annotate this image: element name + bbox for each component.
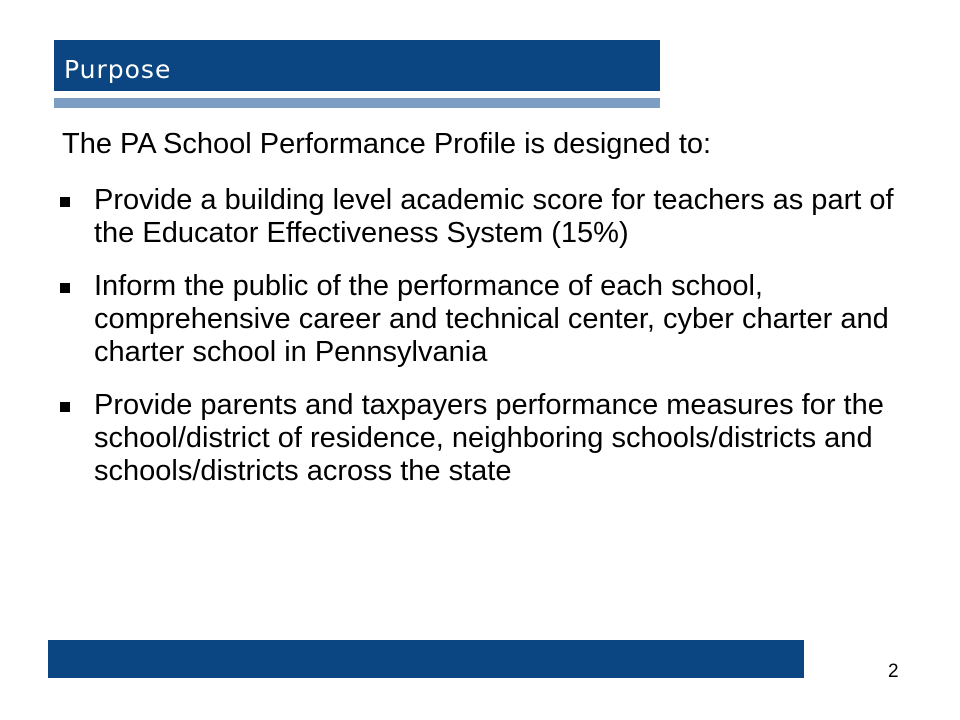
page-number: 2 bbox=[888, 661, 899, 682]
bullet-text: Inform the public of the performance of each school, comprehensive career and technical center, cyber charter and charter school in Pennsylvania bbox=[94, 270, 889, 368]
bullet-text: Provide a building level academic score for teachers as part of the Educator Effectiveness System (15%) bbox=[94, 184, 894, 249]
bullet-item bbox=[60, 389, 910, 488]
bullet-item bbox=[60, 270, 910, 369]
title-underline bbox=[54, 98, 660, 108]
slide-title: Purpose bbox=[64, 55, 172, 84]
title-bar bbox=[54, 40, 660, 91]
intro-text: The PA School Performance Profile is designed to: bbox=[62, 128, 712, 160]
bullet-text: Provide parents and taxpayers performance measures for the school/district of residence, neighboring schools/districts and schools/districts across the state bbox=[94, 389, 884, 487]
bullet-list bbox=[60, 184, 910, 508]
bullet-item bbox=[60, 184, 910, 250]
footer-bar bbox=[48, 640, 804, 678]
square-bullet-icon bbox=[60, 197, 70, 207]
square-bullet-icon bbox=[60, 402, 70, 412]
square-bullet-icon bbox=[60, 283, 70, 293]
